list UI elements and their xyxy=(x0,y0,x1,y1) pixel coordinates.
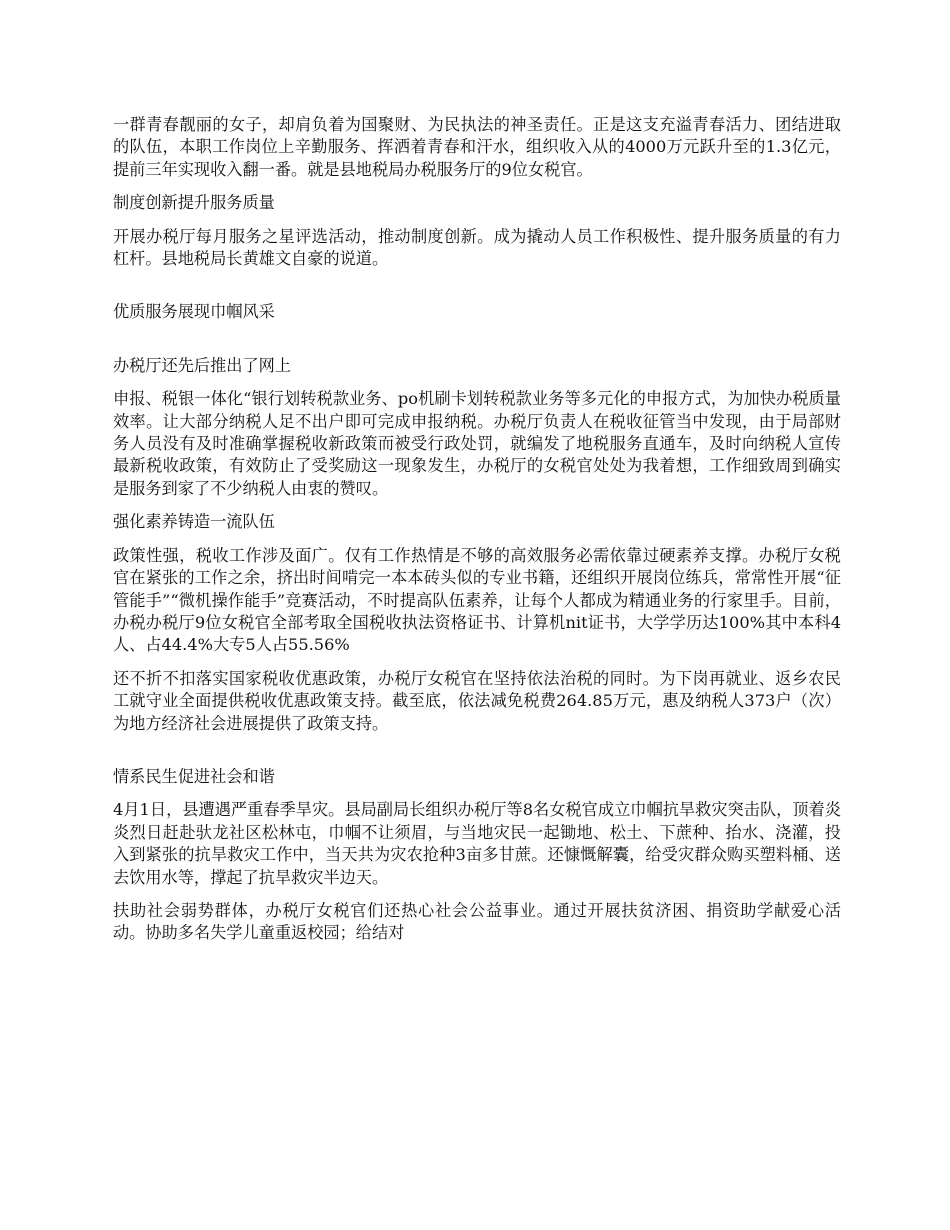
section-heading-online-services: 办税厅还先后推出了网上 xyxy=(113,355,292,375)
document-page xyxy=(113,114,841,956)
section-heading-livelihood: 情系民生促进社会和谐 xyxy=(113,766,275,786)
section-heading-system-innovation: 制度创新提升服务质量 xyxy=(113,193,275,213)
paragraph-online-declaration: 申报、税银一体化“银行划转税款业务、po机刷卡划转税款业务等多元化的申报方式，为加快办税质量效率。让大部分纳税人足不出户即可完成申报纳税。办税厅负责人在税收征管当中发现，由于局部财务人员没有及时准确掌握税收新政策而被受行政处罚，就编发了地税服务直通车，及时向纳税人宣传最新税收政策，有效防止了受奖励这一现象发生，办税厅的女税官处处为我着想，工作细致周到确实是服务到家了不少纳税人由衷的赞叹。 xyxy=(113,389,841,498)
section-heading-team-quality: 强化素养铸造一流队伍 xyxy=(113,512,275,532)
paragraph-drought-relief: 4月1日，县遭遇严重春季旱灾。县局副局长组织办税厅等8名女税官成立巾帼抗旱救灾突击队，顶着炎炎烈日赶赴驮龙社区松林屯，巾帼不让须眉，与当地灾民一起锄地、松土、下蔗种、抬水、浇灌，投入到紧张的抗旱救灾工作中，当天共为灾农抢种3亩多甘蔗。还慷慨解囊，给受灾群众购买塑料桶、送去饮用水等，撑起了抗旱救灾半边天。 xyxy=(113,800,841,887)
paragraph-tax-relief: 还不折不扣落实国家税收优惠政策，办税厅女税官在坚持依法治税的同时。为下岗再就业、返乡农民工就守业全面提供税收优惠政策支持。截至底，依法减免税费264.85万元，惠及纳税人373户（次）为地方经济社会进展提供了政策支持。 xyxy=(113,668,841,733)
paragraph-public-welfare: 扶助社会弱势群体，办税厅女税官们还热心社会公益事业。通过开展扶贫济困、捐资助学献爱心活动。协助多名失学儿童重返校园；给结对 xyxy=(113,900,841,943)
paragraph-service-star: 开展办税厅每月服务之星评选活动，推动制度创新。成为撬动人员工作积极性、提升服务质量的有力杠杆。县地税局长黄雄文自豪的说道。 xyxy=(113,226,841,269)
paragraph-intro: 一群青春靓丽的女子，却肩负着为国聚财、为民执法的神圣责任。正是这支充溢青春活力、团结进取的队伍，本职工作岗位上辛勤服务、挥洒着青春和汗水，组织收入从的4000万元跃升至的1.3亿元，提前三年实现收入翻一番。就是县地税局办税服务厅的9位女税官。 xyxy=(113,115,841,179)
paragraph-training: 政策性强，税收工作涉及面广。仅有工作热情是不够的高效服务必需依靠过硬素养支撑。办税厅女税官在紧张的工作之余，挤出时间啃完一本本砖头似的专业书籍，还组织开展岗位练兵，常常性开展“征管能手”“微机操作能手”竞赛活动，不时提高队伍素养，让每个人都成为精通业务的行家里手。目前，办税办税厅9位女税官全部考取全国税收执法资格证书、计算机nit证书，大学学历达100%其中本科4人、占44.4%大专5人占55.56% xyxy=(113,545,841,655)
section-heading-quality-service: 优质服务展现巾帼风采 xyxy=(113,302,275,322)
